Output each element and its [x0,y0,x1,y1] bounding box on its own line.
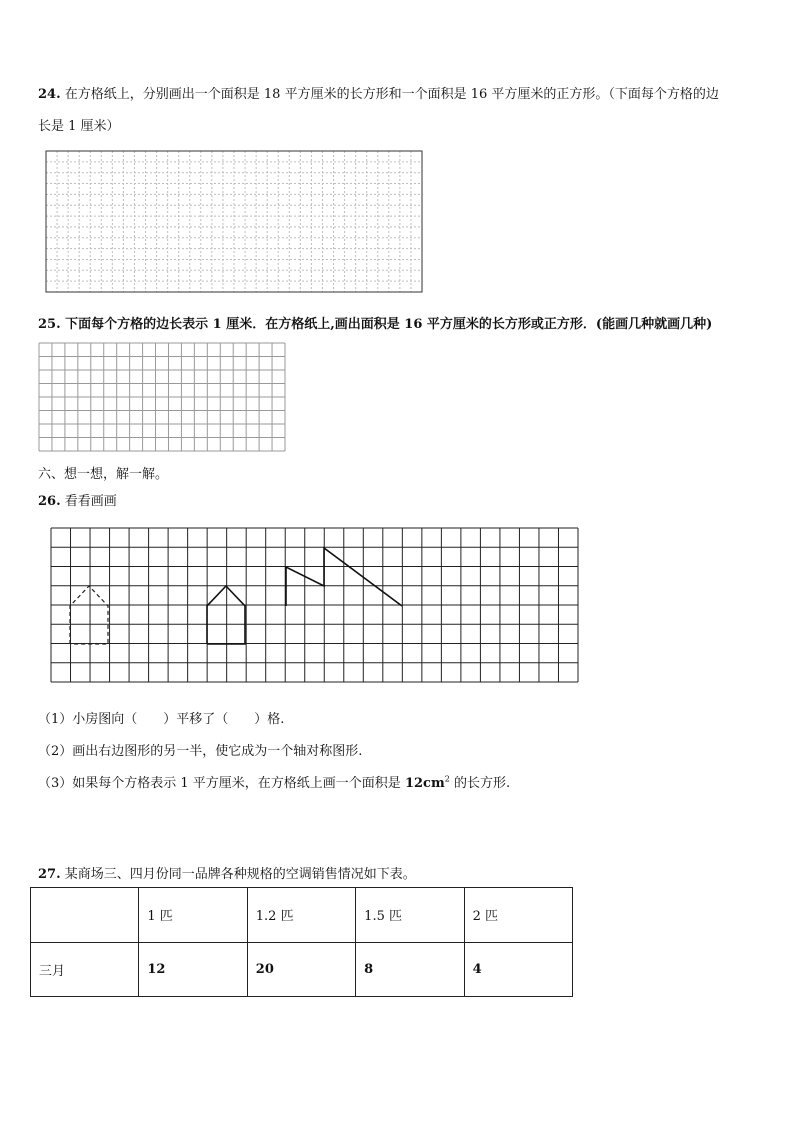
q25-grid-paper [38,342,288,454]
table-row-label: 三月 [31,942,139,997]
table-cell: 12 [139,942,247,997]
table-row [31,942,573,997]
q25-line [38,313,712,332]
table-header-cell: 1.5 匹 [356,888,464,943]
q26-sub2: （2）画出右边图形的另一半，使它成为一个轴对称图形. [38,744,363,759]
dashed-house-shape [70,586,108,644]
q25-number: 25. [38,317,61,332]
q25-text: 下面每个方格的边长表示 1 厘米．在方格纸上,画出面积是 16 平方厘米的长方形或正方形．(能画几种就画几种) [65,317,713,332]
table-header-cell [31,888,139,943]
table-cell: 4 [464,942,572,997]
table-header-cell: 2 匹 [464,888,572,943]
q24-grid-paper [45,150,425,295]
section6-title: 六、想一想，解一解。 [38,467,169,482]
q24-text-line1: 在方格纸上，分别画出一个面积是 18 平方厘米的长方形和一个面积是 16 平方厘米的正方形。（下面每个方格的边 [64,87,719,102]
q26-number: 26. [38,494,61,509]
table-header-cell: 1 匹 [139,888,247,943]
q26-sub3 [38,772,510,791]
q24-number: 24. [38,87,61,102]
q26-sub1: （1）小房图向（ ）平移了（ ）格. [38,712,285,727]
table-cell: 20 [247,942,355,997]
q26-title: 看看画画 [64,494,117,509]
q26-sub3-sup: 2 [444,774,450,784]
solid-house-shape [207,586,245,644]
table-header-row [31,888,573,943]
q26-sub3-value: 12cm [404,776,445,791]
q24-line1 [38,83,719,102]
table-cell: 8 [356,942,464,997]
q26-grid-figure [50,526,582,688]
q24-line2 [38,115,120,134]
table-header-cell: 1.2 匹 [247,888,355,943]
sales-table [30,887,573,997]
q26-title-line [38,490,117,509]
q27-text: 某商场三、四月份同一品牌各种规格的空调销售情况如下表。 [64,867,416,882]
q24-text-line2: 长是 1 厘米） [38,119,120,134]
q27-line [38,863,416,882]
q27-number: 27. [38,867,61,882]
q26-sub3-before: （3）如果每个方格表示 1 平方厘米，在方格纸上画一个面积是 [38,776,405,791]
q26-sub3-after: 的长方形. [449,776,511,791]
